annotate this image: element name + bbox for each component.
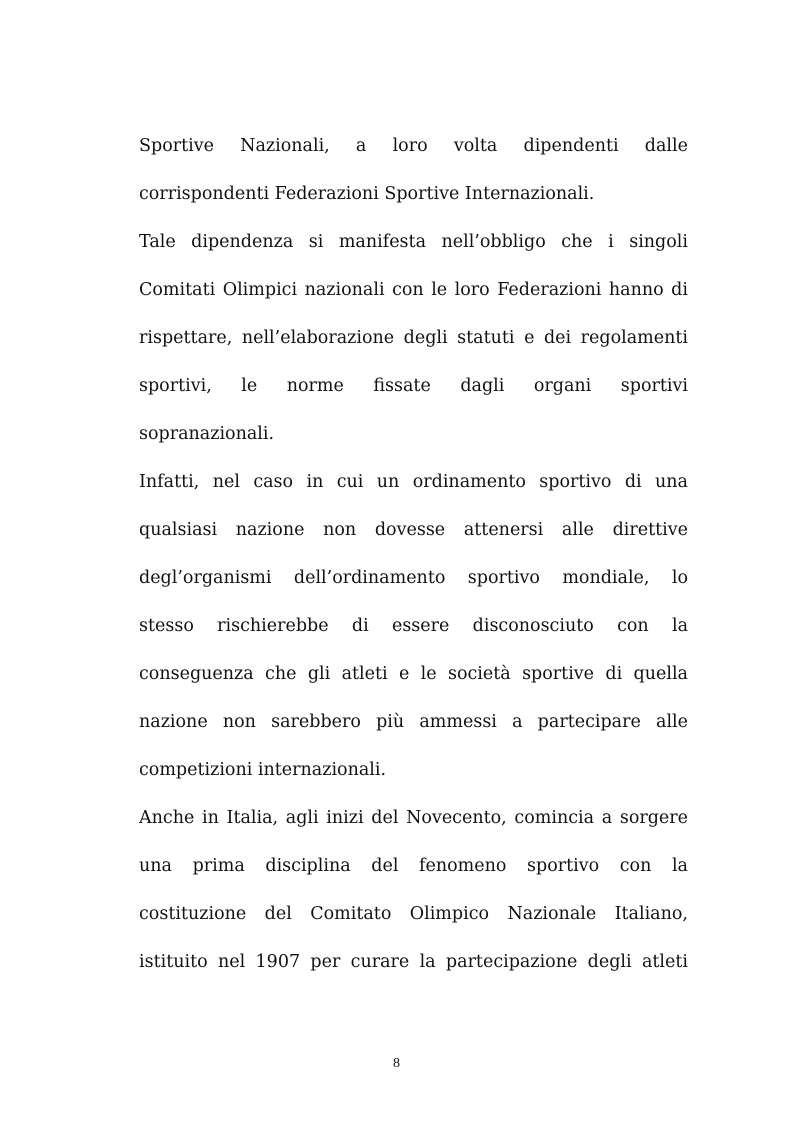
text-line: Sportive Nazionali, a loro volta dipendenti dalle bbox=[139, 136, 688, 156]
text-line: Infatti, nel caso in cui un ordinamento sportivo di una bbox=[139, 472, 688, 492]
text-line: Tale dipendenza si manifesta nell’obbligo che i singoli bbox=[139, 232, 688, 252]
text-line: corrispondenti Federazioni Sportive Internazionali. bbox=[139, 184, 595, 204]
text-line: competizioni internazionali. bbox=[139, 760, 387, 780]
page-number: 8 bbox=[393, 1056, 400, 1071]
text-line: istituito nel 1907 per curare la partecipazione degli atleti bbox=[139, 952, 688, 972]
text-line: sportivi, le norme fissate dagli organi sportivi bbox=[139, 376, 688, 396]
text-line: qualsiasi nazione non dovesse attenersi alle direttive bbox=[139, 520, 688, 540]
text-line: Anche in Italia, agli inizi del Novecento, comincia a sorgere bbox=[139, 808, 688, 828]
text-line: Comitati Olimpici nazionali con le loro Federazioni hanno di bbox=[139, 280, 688, 300]
text-line: costituzione del Comitato Olimpico Nazionale Italiano, bbox=[139, 904, 688, 924]
text-line: conseguenza che gli atleti e le società sportive di quella bbox=[139, 664, 688, 684]
text-line: rispettare, nell’elaborazione degli statuti e dei regolamenti bbox=[139, 328, 688, 348]
body-text bbox=[139, 129, 688, 993]
text-line: nazione non sarebbero più ammessi a partecipare alle bbox=[139, 712, 688, 732]
text-line: una prima disciplina del fenomeno sportivo con la bbox=[139, 856, 688, 876]
text-line: degl’organismi dell’ordinamento sportivo mondiale, lo bbox=[139, 568, 688, 588]
text-line: sopranazionali. bbox=[139, 424, 275, 444]
text-line: stesso rischierebbe di essere disconosciuto con la bbox=[139, 616, 688, 636]
